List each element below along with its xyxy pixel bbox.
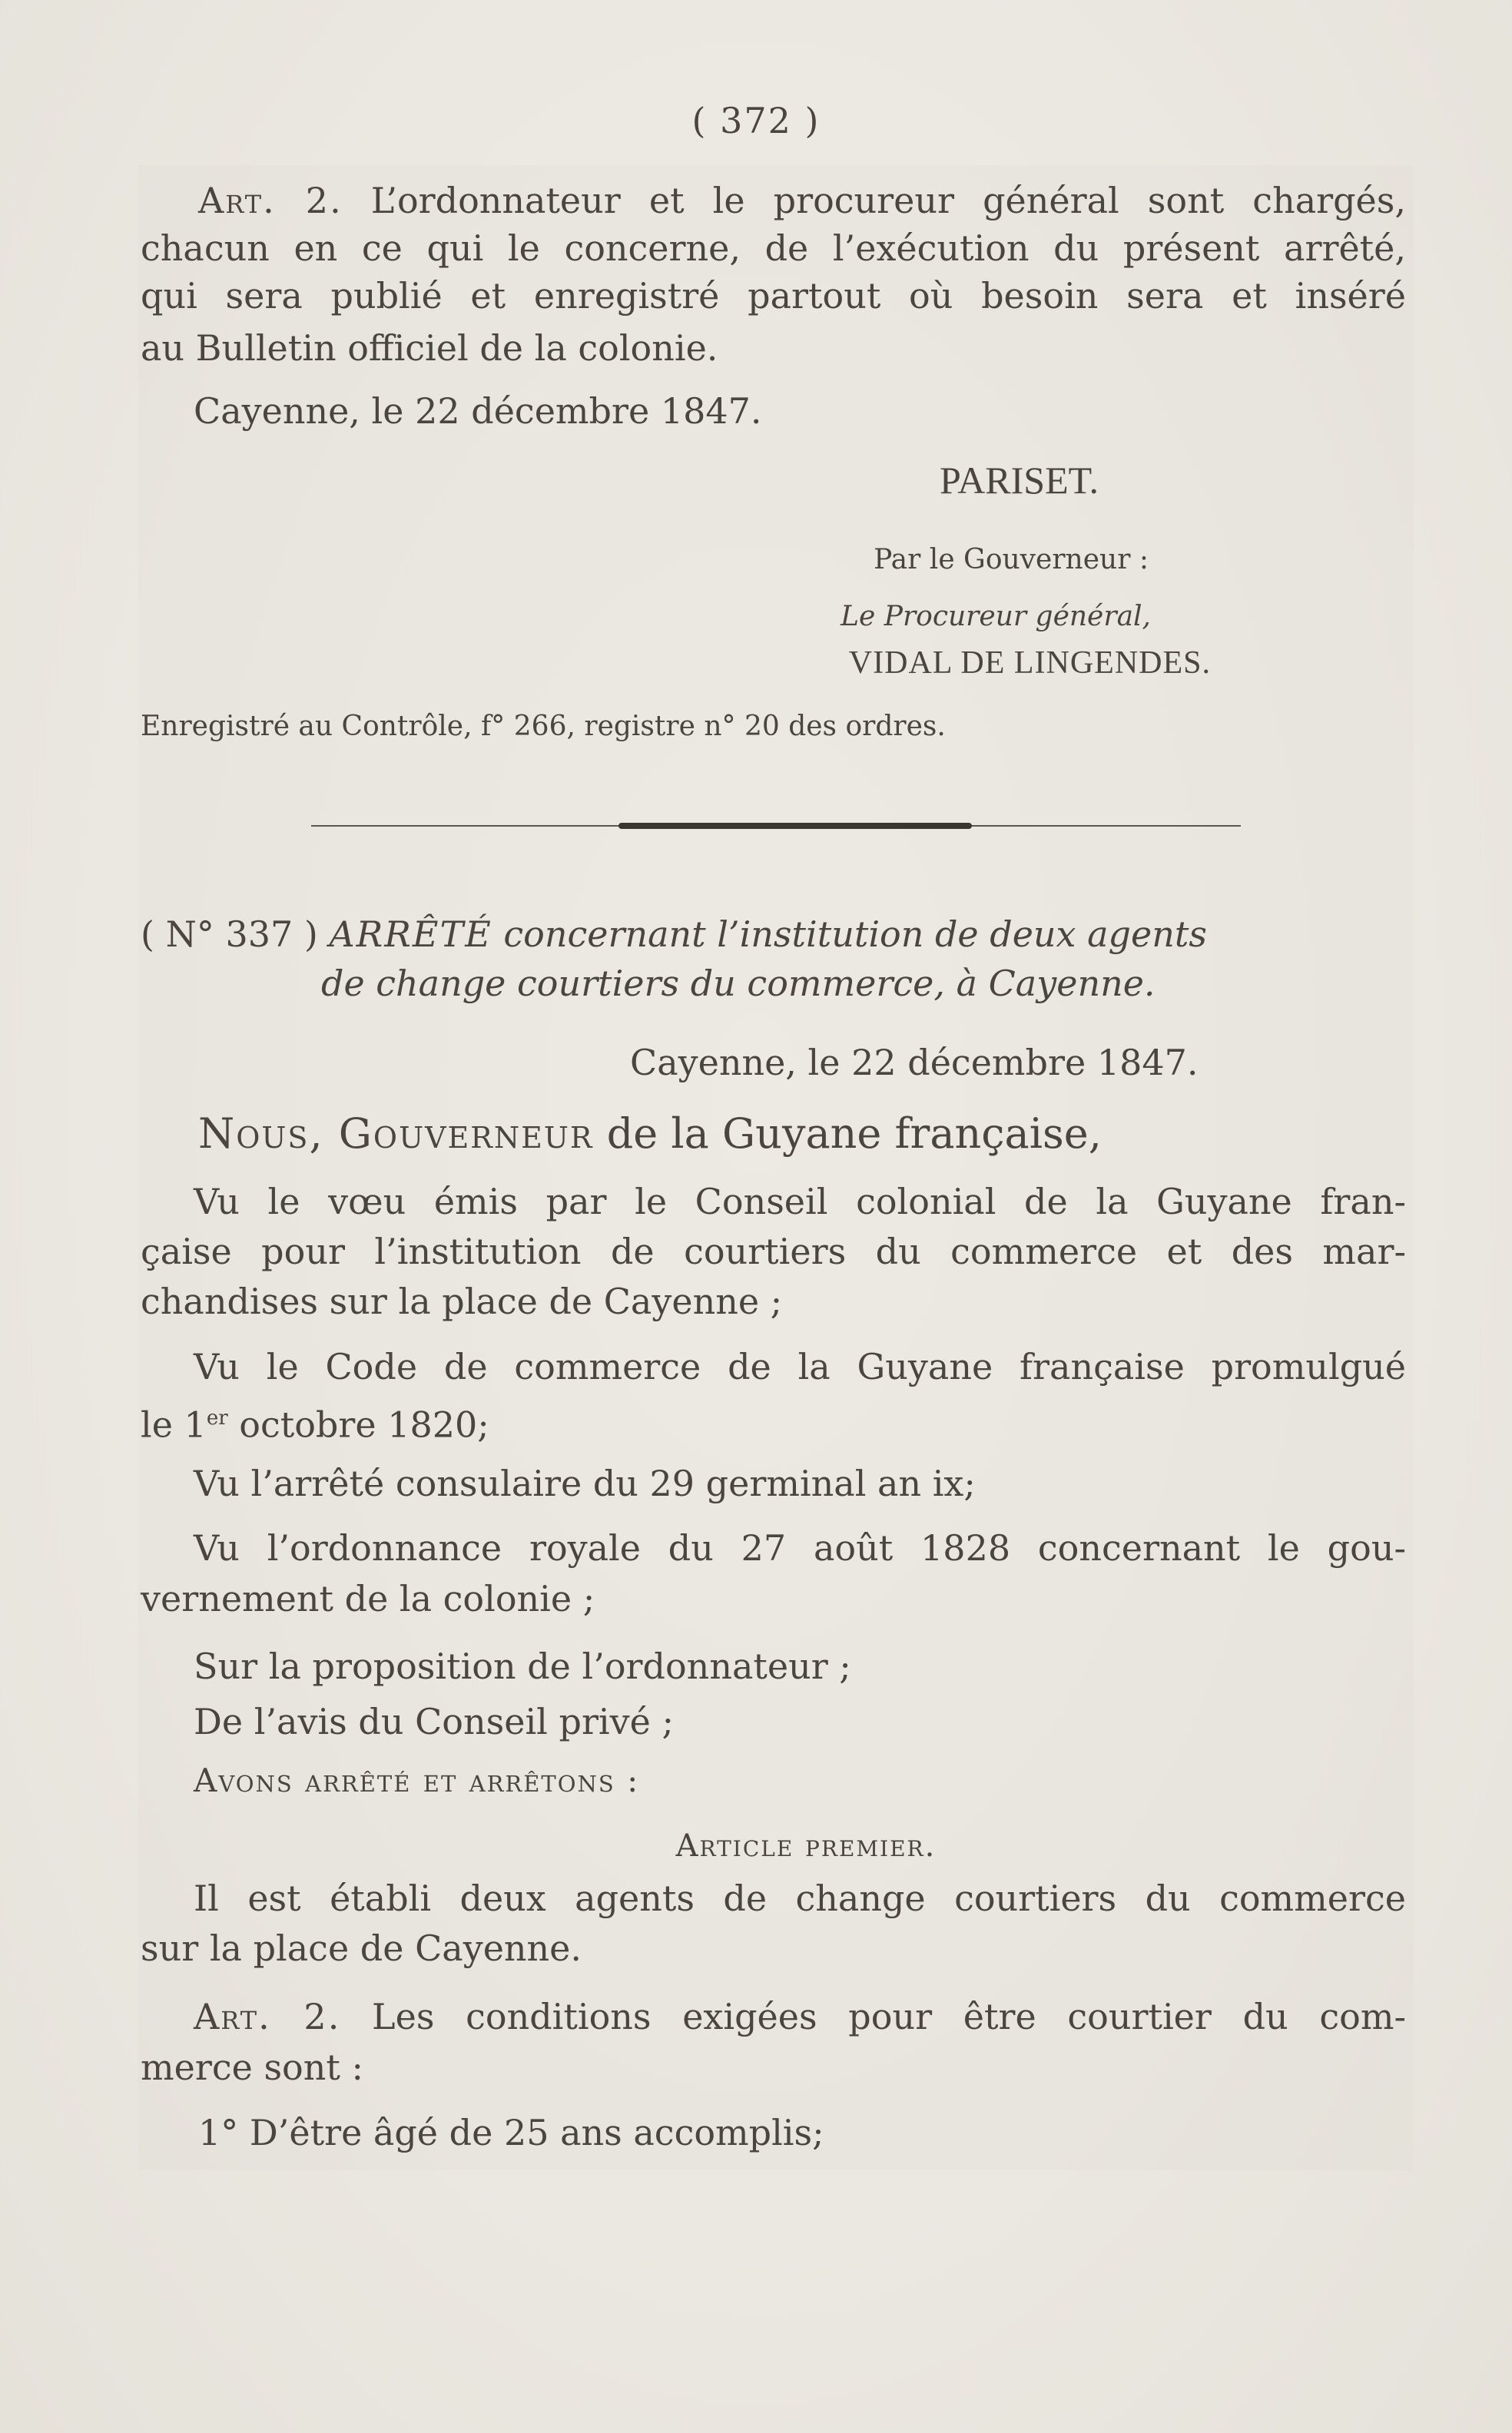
- art2-line-1: [194, 1993, 1406, 2040]
- vu1-line-3: chandises sur la place de Cayenne ;: [141, 1281, 783, 1322]
- vu1-line-1: Vu le vœu émis par le Conseil colonial de la Guyane fran-: [194, 1181, 1406, 1222]
- procureur-title: Le Procureur général,: [841, 601, 1151, 632]
- top-article-label: Art. 2.: [198, 180, 343, 221]
- top-date: Cayenne, le 22 décembre 1847.: [194, 390, 762, 432]
- top-article-line-4: au Bulletin officiel de la colonie.: [141, 327, 718, 369]
- art2-label: Art. 2.: [194, 1996, 341, 2037]
- vu2-line-1: Vu le Code de commerce de la Guyane française promulgué: [194, 1346, 1406, 1387]
- vu4-line-1: Vu l’ordonnance royale du 27 août 1828 concernant le gou-: [194, 1527, 1406, 1569]
- sur-la-proposition: Sur la proposition de l’ordonnateur ;: [194, 1646, 851, 1687]
- top-article-line-3: qui sera publié et enregistré partout où besoin sera et inséré: [141, 275, 1406, 317]
- decree-date: Cayenne, le 22 décembre 1847.: [630, 1042, 1199, 1083]
- decree-heading-line-2: de change courtiers du commerce, à Cayenne.: [321, 963, 1156, 1004]
- decree-preamble: [198, 1110, 1102, 1158]
- preamble-rest: de la Guyane française,: [606, 1109, 1102, 1158]
- procureur-name: VIDAL DE LINGENDES.: [848, 645, 1211, 681]
- de-l-avis: De l’avis du Conseil privé ;: [194, 1701, 674, 1742]
- art1-line-2: sur la place de Cayenne.: [141, 1928, 582, 1969]
- decree-title-word: ARRÊTÉ: [329, 913, 492, 955]
- top-article-text-1: L’ordonnateur et le procureur général sont chargés,: [370, 180, 1407, 221]
- vu2-text-b: octobre 1820;: [227, 1404, 489, 1446]
- signatory: PARISET.: [939, 459, 1099, 502]
- art2-text-1: Les conditions exigées pour être courtier du com-: [372, 1996, 1406, 2037]
- vu2-superscript: er: [206, 1407, 228, 1430]
- article-premier-heading: Article premier.: [675, 1828, 937, 1864]
- preamble-nous: Nous, Gouverneur: [198, 1109, 594, 1158]
- vu1-line-2: çaise pour l’institution de courtiers du commerce et des mar-: [141, 1231, 1406, 1272]
- vu4-line-2: vernement de la colonie ;: [141, 1578, 595, 1619]
- art1-line-1: Il est établi deux agents de change courtiers du commerce: [194, 1878, 1406, 1919]
- decree-title-rest: concernant l’institution de deux agents: [503, 913, 1207, 955]
- top-article-line-1: [198, 177, 1406, 224]
- divider-thick-line: [618, 823, 972, 829]
- page-number: ( 372 ): [691, 100, 821, 141]
- section-divider: [311, 820, 1241, 831]
- art2-line-2: merce sont :: [141, 2047, 363, 2088]
- vu3: Vu l’arrêté consulaire du 29 germinal an ix;: [194, 1463, 976, 1504]
- vu2-text-a: le 1: [141, 1404, 207, 1446]
- decree-heading-line-1: [141, 910, 1406, 958]
- avons-arrete: Avons arrêté et arrêtons :: [194, 1762, 640, 1799]
- decree-number: ( N° 337 ): [141, 913, 318, 955]
- condition-1: 1° D’être âgé de 25 ans accomplis;: [198, 2112, 824, 2153]
- enregistre-note: Enregistré au Contrôle, f° 266, registre n° 20 des ordres.: [141, 711, 946, 742]
- top-article-line-2: chacun en ce qui le concerne, de l’exécution du présent arrêté,: [141, 227, 1406, 269]
- par-le-gouverneur: Par le Gouverneur :: [874, 544, 1149, 575]
- vu2-line-2: [141, 1394, 489, 1448]
